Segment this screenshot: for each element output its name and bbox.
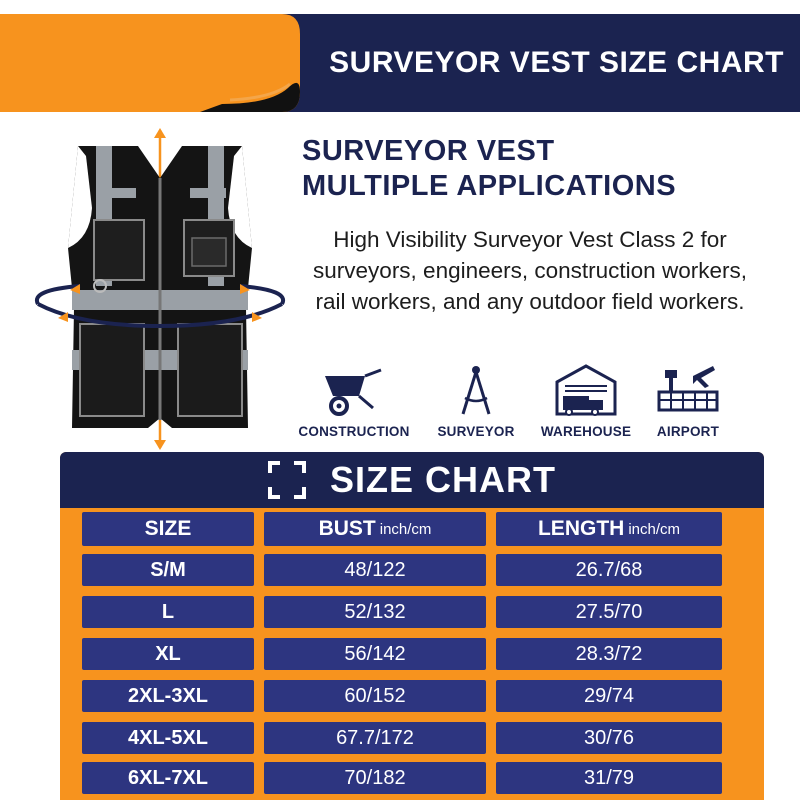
vest-illustration (20, 128, 300, 450)
orange-ribbon-graphic (0, 0, 320, 112)
table-row-2-size: XL (82, 638, 254, 670)
table-row-2-bust: 56/142 (264, 638, 486, 670)
table-row-0-length: 26.7/68 (496, 554, 722, 586)
table-row-5-bust: 70/182 (264, 762, 486, 794)
application-label-warehouse: WAREHOUSE (540, 424, 632, 439)
application-airport (628, 362, 748, 439)
table-row-4-size: 4XL-5XL (82, 722, 254, 754)
table-row-5-size: 6XL-7XL (82, 762, 254, 794)
table-row-1-size: L (82, 596, 254, 628)
applications-icon-row (300, 362, 740, 452)
size-chart-title: SIZE CHART (330, 459, 556, 500)
size-chart (60, 452, 764, 800)
column-header-size (82, 512, 254, 546)
table-row-0-size: S/M (82, 554, 254, 586)
table-row-0-bust: 48/122 (264, 554, 486, 586)
header-band (0, 0, 800, 112)
application-surveyor (416, 362, 536, 439)
table-row-4-length: 30/76 (496, 722, 722, 754)
table-row-1-length: 27.5/70 (496, 596, 722, 628)
wheelbarrow-icon (319, 362, 389, 418)
applications-heading-line1: SURVEYOR VEST (302, 135, 555, 167)
warehouse-icon (551, 362, 621, 418)
table-row-2-length: 28.3/72 (496, 638, 722, 670)
applications-description: High Visibility Surveyor Vest Class 2 for surveyors, engineers, construction workers, rail workers, and any outdoor field workers. (313, 227, 747, 314)
table-row-5-length: 31/79 (496, 762, 722, 794)
column-header-size-label: SIZE (144, 517, 192, 540)
column-header-length (496, 512, 722, 546)
application-construction (294, 362, 414, 439)
application-label-surveyor: SURVEYOR (437, 424, 515, 439)
airport-icon (653, 362, 723, 418)
size-chart-header (60, 452, 764, 508)
table-row-4-bust: 67.7/172 (264, 722, 486, 754)
column-header-length-unit: inch/cm (628, 520, 680, 538)
column-header-bust-label: BUST (318, 517, 376, 540)
applications-heading (302, 134, 772, 204)
applications-heading-line2: MULTIPLE APPLICATIONS (302, 170, 677, 202)
table-row-3-size: 2XL-3XL (82, 680, 254, 712)
column-header-length-label: LENGTH (537, 517, 625, 540)
measure-frame-icon (268, 461, 306, 499)
compass-icon (441, 362, 511, 418)
page-title: SURVEYOR VEST SIZE CHART (329, 46, 784, 79)
table-row-3-bust: 60/152 (264, 680, 486, 712)
table-row-3-length: 29/74 (496, 680, 722, 712)
application-label-construction: CONSTRUCTION (298, 424, 410, 439)
column-header-bust-unit: inch/cm (379, 520, 432, 538)
header-bar (282, 14, 800, 112)
application-label-airport: AIRPORT (656, 424, 720, 439)
column-header-bust (264, 512, 486, 546)
table-row-1-bust: 52/132 (264, 596, 486, 628)
